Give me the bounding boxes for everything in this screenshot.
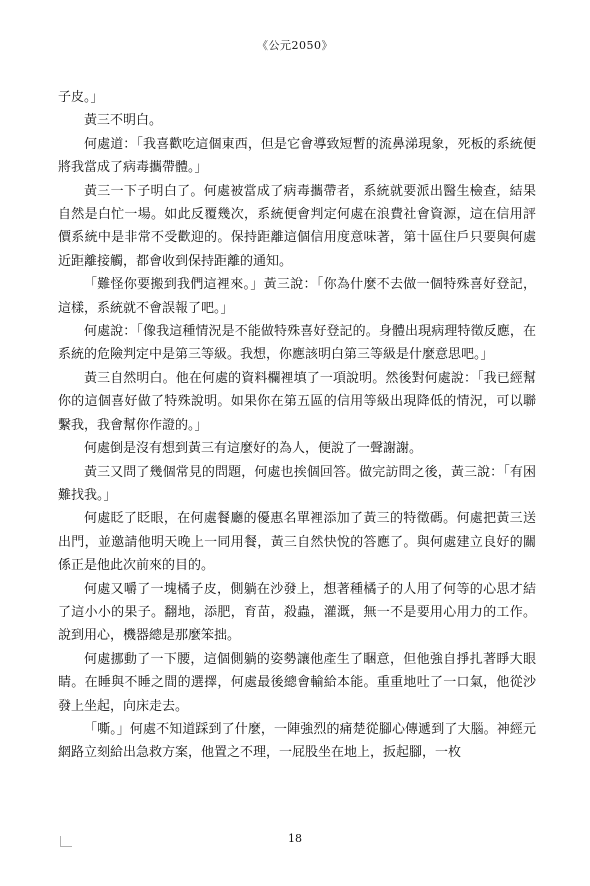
paragraph: 何處挪動了一下腰，這個側躺的姿勢讓他產生了睏意，但他強自掙扎著睜大眼睛。在睡與不睡之間的選擇，何處最後總會輸給本能。重重地吐了一口氣，他從沙發上坐起，向床走去。 bbox=[58, 651, 536, 714]
paragraph: 黃三又問了幾個常見的問題，何處也挨個回答。做完訪問之後，黃三說：「有困難找我。」 bbox=[58, 464, 536, 503]
paragraph: 何處道：「我喜歡吃這個東西，但是它會導致短暫的流鼻涕現象，死板的系統便將我當成了病毒攜帶體。」 bbox=[58, 136, 536, 176]
running-header-title: 《公元2050》 bbox=[257, 39, 333, 52]
paragraph: 「難怪你要搬到我們這裡來。」黃三說：「你為什麼不去做一個特殊喜好登記，這樣，系統就不會誤報了吧。」 bbox=[58, 277, 536, 316]
paragraph: 黃三一下子明白了。何處被當成了病毒攜帶者，系統就要派出醫生檢查，結果自然是白忙一場。如此反覆幾次，系統便會判定何處在浪費社會資源，這在信用評價系統中是非常不受歡迎的。保持距離這個信用度意味著，第十區住戶只要與何處近距離接觸，都會收到保持距離的通知。 bbox=[58, 183, 536, 269]
paragraph: 何處說：「像我這種情況是不能做特殊喜好登記的。身體出現病理特徵反應，在系統的危險判定中是第三等級。我想，你應該明白第三等級是什麼意思吧。」 bbox=[58, 324, 536, 363]
document-body bbox=[58, 86, 536, 765]
paragraph: 「嘶。」何處不知道踩到了什麼，一陣強烈的痛楚從腳心傳遞到了大腦。神經元網路立刻給出急救方案，他置之不理，一屁股坐在地上，扳起腳，一枚 bbox=[58, 721, 536, 761]
paragraph: 何處眨了眨眼，在何處餐廳的優惠名單裡添加了黃三的特徵碼。何處把黃三送出門，並邀請他明天晚上一同用餐，黃三自然快悅的答應了。與何處建立良好的關係正是他此次前來的目的。 bbox=[58, 511, 536, 574]
paragraph: 黃三自然明白。他在何處的資料欄裡填了一項說明。然後對何處說：「我已經幫你的這個喜好做了特殊說明。如果你在第五區的信用等級出現降低的情況，可以聯繫我，我會幫你作證的。」 bbox=[58, 370, 536, 433]
paragraph: 何處又嚼了一塊橘子皮，側躺在沙發上，想著種橘子的人用了何等的心思才結了這小小的果子。翻地，添肥，育苗，殺蟲，灌溉，無一不是要用心用力的工作。說到用心，機器總是那麼笨拙。 bbox=[58, 581, 536, 644]
paragraph: 子皮。」 bbox=[58, 90, 104, 105]
paragraph: 何處倒是沒有想到黃三有這麼好的為人，便說了一聲謝謝。 bbox=[84, 441, 423, 457]
page-number: 18 bbox=[288, 832, 302, 845]
paragraph: 黃三不明白。 bbox=[84, 113, 163, 129]
